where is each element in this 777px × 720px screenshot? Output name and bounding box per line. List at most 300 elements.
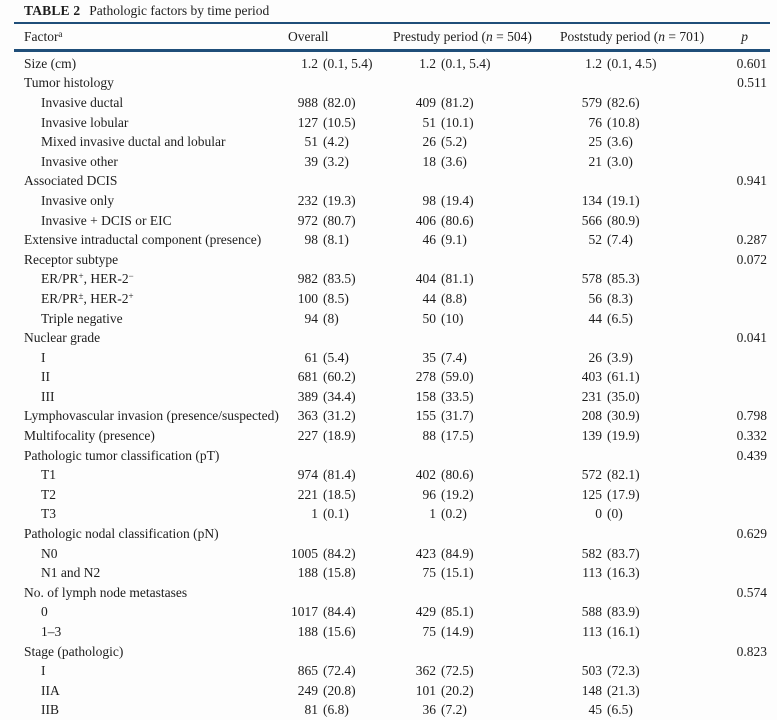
table-row	[0, 524, 777, 544]
poststudy-cell	[495, 389, 660, 405]
count-value: 76	[588, 114, 602, 130]
count-value: 232	[297, 192, 318, 208]
factor-cell: 1–3	[41, 624, 62, 640]
poststudy-cell	[495, 683, 660, 699]
count-value: 81	[304, 702, 318, 718]
table-row	[0, 230, 777, 250]
count-value: 100	[297, 290, 318, 306]
p-value-cell: 0.798	[736, 408, 767, 424]
percent-value: (84.2)	[323, 545, 356, 561]
count-value: 363	[297, 408, 318, 424]
factor-label: ER/PR	[41, 271, 79, 287]
column-header-poststudy: Poststudy period (n = 701)	[560, 29, 705, 44]
count-value: 227	[297, 428, 318, 444]
factor-superscript: +	[78, 271, 84, 282]
percent-value: (72.5)	[441, 663, 474, 679]
factor-superscript: +	[128, 290, 134, 301]
p-value-cell: 0.574	[736, 584, 767, 600]
poststudy-cell	[495, 350, 660, 366]
count-value: 1017	[291, 604, 318, 620]
factor-cell: Invasive other	[41, 153, 118, 169]
percent-value: (84.4)	[323, 604, 356, 620]
factor-cell: N0	[41, 545, 58, 561]
count-value: 51	[422, 114, 436, 130]
percent-value: (81.4)	[323, 467, 356, 483]
poststudy-cell	[495, 115, 660, 131]
table-row	[0, 152, 777, 172]
count-value: 988	[297, 94, 318, 110]
factor-superscript: ±	[78, 290, 84, 301]
count-value: 39	[304, 153, 318, 169]
overall-cell	[268, 389, 378, 405]
overall-cell	[268, 487, 378, 503]
prestudy-cell	[378, 134, 495, 150]
factor-cell: Size (cm)	[24, 55, 77, 71]
count-value: 25	[588, 134, 602, 150]
poststudy-cell	[495, 506, 660, 522]
count-value: 578	[581, 271, 602, 287]
percent-value: (6.8)	[323, 702, 349, 718]
percent-value: (80.9)	[607, 212, 640, 228]
factor-cell: N1 and N2	[41, 565, 101, 581]
factor-header-label: Factor	[24, 29, 59, 44]
poststudy-cell	[495, 134, 660, 150]
poststudy-cell	[495, 213, 660, 229]
count-value: 125	[581, 486, 602, 502]
factor-cell: Triple negative	[41, 310, 123, 326]
overall-cell	[268, 232, 378, 248]
table-row	[0, 622, 777, 642]
count-value: 1005	[291, 545, 318, 561]
factor-footnote-marker: a	[58, 29, 63, 39]
overall-cell	[268, 683, 378, 699]
count-value: 982	[297, 271, 318, 287]
poststudy-cell	[495, 95, 660, 111]
count-value: 61	[304, 349, 318, 365]
percent-value: (83.7)	[607, 545, 640, 561]
poststudy-cell	[495, 663, 660, 679]
factor-cell: III	[41, 388, 55, 404]
overall-cell	[268, 213, 378, 229]
table-caption	[0, 0, 777, 20]
poststudy-cell	[495, 487, 660, 503]
count-value: 389	[297, 388, 318, 404]
percent-value: (18.9)	[323, 428, 356, 444]
count-value: 148	[581, 682, 602, 698]
count-value: 113	[582, 565, 602, 581]
table-row	[0, 642, 777, 662]
table-row	[0, 93, 777, 113]
overall-cell	[268, 467, 378, 483]
poststudy-cell	[495, 311, 660, 327]
table-row	[0, 407, 777, 427]
percent-value: (19.2)	[441, 486, 474, 502]
prestudy-cell	[378, 604, 495, 620]
table-row	[0, 661, 777, 681]
table-row	[0, 132, 777, 152]
factor-cell: Invasive ductal	[41, 94, 124, 110]
count-value: 158	[415, 388, 436, 404]
p-value-cell: 0.287	[736, 232, 767, 248]
poststudy-cell	[495, 291, 660, 307]
prestudy-cell	[378, 663, 495, 679]
count-value: 423	[415, 545, 436, 561]
column-header-prestudy: Prestudy period (n = 504)	[393, 29, 532, 44]
count-value: 46	[422, 232, 436, 248]
percent-value: (6.5)	[607, 702, 633, 718]
percent-value: (15.1)	[441, 565, 474, 581]
count-value: 362	[415, 663, 436, 679]
factor-label: ER/PR	[41, 290, 79, 306]
overall-cell	[268, 624, 378, 640]
count-value: 249	[297, 682, 318, 698]
count-value: 50	[422, 310, 436, 326]
percent-value: (60.2)	[323, 369, 356, 385]
table-row	[0, 446, 777, 466]
percent-value: (35.0)	[607, 388, 640, 404]
overall-cell	[268, 56, 378, 72]
prestudy-cell	[378, 506, 495, 522]
factor-cell	[0, 291, 268, 307]
factor-cell: T3	[41, 506, 56, 522]
column-header-overall: Overall	[288, 29, 329, 44]
percent-value: (15.8)	[323, 565, 356, 581]
percent-value: (82.1)	[607, 467, 640, 483]
percent-value: (16.3)	[607, 565, 640, 581]
count-value: 98	[304, 232, 318, 248]
prestudy-cell	[378, 213, 495, 229]
percent-value: (10.8)	[607, 114, 640, 130]
percent-value: (83.5)	[323, 271, 356, 287]
p-value-cell: 0.823	[736, 643, 767, 659]
count-value: 188	[297, 624, 318, 640]
count-value: 139	[581, 428, 602, 444]
column-header-factor	[0, 24, 268, 49]
overall-cell	[268, 134, 378, 150]
prestudy-cell	[378, 291, 495, 307]
factor-cell: Mixed invasive ductal and lobular	[41, 134, 226, 150]
count-value: 127	[297, 114, 318, 130]
table-row	[0, 701, 777, 720]
count-value: 188	[297, 565, 318, 581]
count-value: 88	[422, 428, 436, 444]
count-value: 26	[422, 134, 436, 150]
table-row	[0, 211, 777, 231]
percent-value: (3.2)	[323, 153, 349, 169]
count-value: 221	[297, 486, 318, 502]
overall-cell	[268, 506, 378, 522]
prestudy-cell	[378, 702, 495, 718]
percent-value: (31.7)	[441, 408, 474, 424]
poststudy-cell	[495, 702, 660, 718]
count-value: 26	[588, 349, 602, 365]
factor-label: , HER-2	[83, 271, 129, 287]
poststudy-cell	[495, 467, 660, 483]
percent-value: (80.7)	[323, 212, 356, 228]
prestudy-cell	[378, 389, 495, 405]
table-row	[0, 426, 777, 446]
factor-cell: Receptor subtype	[24, 251, 119, 267]
overall-cell	[268, 428, 378, 444]
factor-cell: Extensive intraductal component (presence)	[24, 232, 262, 248]
prestudy-cell	[378, 428, 495, 444]
count-value: 278	[415, 369, 436, 385]
p-value-cell: 0.072	[736, 251, 767, 267]
table-row	[0, 465, 777, 485]
overall-cell	[268, 350, 378, 366]
percent-value: (8.5)	[323, 290, 349, 306]
prestudy-cell	[378, 408, 495, 424]
overall-cell	[268, 115, 378, 131]
percent-value: (82.6)	[607, 94, 640, 110]
poststudy-cell	[495, 624, 660, 640]
factor-cell: Pathologic tumor classification (pT)	[24, 447, 220, 463]
factor-cell: II	[41, 369, 50, 385]
p-value-cell: 0.629	[736, 526, 767, 542]
percent-value: (20.8)	[323, 682, 356, 698]
prestudy-cell	[378, 115, 495, 131]
percent-value: (0.1, 5.4)	[323, 55, 373, 71]
prestudy-cell	[378, 487, 495, 503]
count-value: 75	[422, 565, 436, 581]
prestudy-cell	[378, 350, 495, 366]
table-row	[0, 113, 777, 133]
percent-value: (19.4)	[441, 192, 474, 208]
prestudy-cell	[378, 467, 495, 483]
poststudy-cell	[495, 193, 660, 209]
prestudy-cell	[378, 95, 495, 111]
percent-value: (7.4)	[607, 232, 633, 248]
percent-value: (81.1)	[441, 271, 474, 287]
percent-value: (84.9)	[441, 545, 474, 561]
table-row	[0, 172, 777, 192]
column-header-p: p	[741, 29, 748, 44]
percent-value: (9.1)	[441, 232, 467, 248]
factor-label: , HER-2	[83, 290, 129, 306]
count-value: 974	[297, 467, 318, 483]
count-value: 503	[581, 663, 602, 679]
overall-cell	[268, 408, 378, 424]
count-value: 582	[581, 545, 602, 561]
count-value: 96	[422, 486, 436, 502]
percent-value: (81.2)	[441, 94, 474, 110]
overall-cell	[268, 702, 378, 718]
percent-value: (0.1)	[323, 506, 349, 522]
count-value: 403	[581, 369, 602, 385]
percent-value: (8.1)	[323, 232, 349, 248]
table-row	[0, 681, 777, 701]
percent-value: (3.0)	[607, 153, 633, 169]
count-value: 579	[581, 94, 602, 110]
p-value-cell: 0.041	[736, 330, 767, 346]
percent-value: (85.1)	[441, 604, 474, 620]
percent-value: (10.5)	[323, 114, 356, 130]
header-row	[0, 24, 777, 49]
count-value: 98	[422, 192, 436, 208]
poststudy-cell	[495, 565, 660, 581]
overall-cell	[268, 154, 378, 170]
count-value: 51	[304, 134, 318, 150]
count-value: 404	[415, 271, 436, 287]
table-row	[0, 54, 777, 74]
factor-cell: IIB	[41, 702, 59, 718]
p-value-cell: 0.511	[737, 75, 767, 91]
count-value: 402	[415, 467, 436, 483]
table-row	[0, 191, 777, 211]
percent-value: (72.4)	[323, 663, 356, 679]
percent-value: (10.1)	[441, 114, 474, 130]
count-value: 1.2	[419, 55, 436, 71]
poststudy-cell	[495, 428, 660, 444]
table-row	[0, 289, 777, 309]
factor-cell: Invasive only	[41, 192, 115, 208]
overall-cell	[268, 311, 378, 327]
percent-value: (0.2)	[441, 506, 467, 522]
factor-superscript: −	[128, 271, 134, 282]
count-value: 208	[581, 408, 602, 424]
table-row	[0, 544, 777, 564]
prestudy-cell	[378, 311, 495, 327]
percent-value: (14.9)	[441, 624, 474, 640]
percent-value: (18.5)	[323, 486, 356, 502]
table-body	[0, 52, 777, 720]
percent-value: (5.4)	[323, 349, 349, 365]
count-value: 45	[588, 702, 602, 718]
count-value: 681	[297, 369, 318, 385]
poststudy-cell	[495, 154, 660, 170]
count-value: 1	[429, 506, 436, 522]
percent-value: (8)	[323, 310, 339, 326]
poststudy-cell	[495, 232, 660, 248]
p-value-cell: 0.601	[736, 55, 767, 71]
percent-value: (34.4)	[323, 388, 356, 404]
table-row	[0, 505, 777, 525]
table-row	[0, 583, 777, 603]
factor-cell: Multifocality (presence)	[24, 428, 155, 444]
table-number: TABLE 2	[24, 3, 81, 18]
factor-cell: Tumor histology	[24, 75, 114, 91]
percent-value: (19.3)	[323, 192, 356, 208]
percent-value: (10)	[441, 310, 464, 326]
overall-cell	[268, 546, 378, 562]
count-value: 36	[422, 702, 436, 718]
table-row	[0, 250, 777, 270]
percent-value: (6.5)	[607, 310, 633, 326]
overall-cell	[268, 604, 378, 620]
factor-cell: Nuclear grade	[24, 330, 101, 346]
overall-cell	[268, 95, 378, 111]
count-value: 101	[415, 682, 436, 698]
prestudy-cell	[378, 624, 495, 640]
prestudy-cell	[378, 369, 495, 385]
poststudy-cell	[495, 271, 660, 287]
count-value: 35	[422, 349, 436, 365]
count-value: 155	[415, 408, 436, 424]
count-value: 44	[422, 290, 436, 306]
count-value: 429	[415, 604, 436, 620]
count-value: 18	[422, 153, 436, 169]
factor-cell: T2	[41, 486, 56, 502]
prestudy-cell	[378, 56, 495, 72]
count-value: 231	[581, 388, 602, 404]
prestudy-cell	[378, 154, 495, 170]
count-value: 44	[588, 310, 602, 326]
percent-value: (0.1, 5.4)	[441, 55, 491, 71]
table-row	[0, 368, 777, 388]
factor-cell: Lymphovascular invasion (presence/suspected)	[24, 408, 279, 424]
prestudy-cell	[378, 232, 495, 248]
table-row	[0, 328, 777, 348]
percent-value: (4.2)	[323, 134, 349, 150]
percent-value: (3.6)	[441, 153, 467, 169]
percent-value: (31.2)	[323, 408, 356, 424]
count-value: 75	[422, 624, 436, 640]
percent-value: (17.9)	[607, 486, 640, 502]
percent-value: (33.5)	[441, 388, 474, 404]
table-row	[0, 309, 777, 329]
p-value-cell: 0.439	[736, 447, 767, 463]
percent-value: (21.3)	[607, 682, 640, 698]
table-row	[0, 387, 777, 407]
percent-value: (7.2)	[441, 702, 467, 718]
table-row	[0, 348, 777, 368]
prestudy-cell	[378, 546, 495, 562]
count-value: 134	[581, 192, 602, 208]
factor-cell: Invasive lobular	[41, 114, 129, 130]
factor-cell: I	[41, 349, 46, 365]
poststudy-cell	[495, 56, 660, 72]
count-value: 972	[297, 212, 318, 228]
count-value: 406	[415, 212, 436, 228]
count-value: 1.2	[585, 55, 602, 71]
percent-value: (19.1)	[607, 192, 640, 208]
percent-value: (72.3)	[607, 663, 640, 679]
factor-cell	[0, 271, 268, 287]
percent-value: (20.2)	[441, 682, 474, 698]
count-value: 1	[311, 506, 318, 522]
factor-cell: Invasive + DCIS or EIC	[41, 212, 172, 228]
prestudy-cell	[378, 193, 495, 209]
percent-value: (16.1)	[607, 624, 640, 640]
percent-value: (59.0)	[441, 369, 474, 385]
count-value: 56	[588, 290, 602, 306]
prestudy-cell	[378, 683, 495, 699]
table-row	[0, 74, 777, 94]
count-value: 1.2	[301, 55, 318, 71]
percent-value: (80.6)	[441, 212, 474, 228]
factor-cell: Stage (pathologic)	[24, 643, 124, 659]
percent-value: (17.5)	[441, 428, 474, 444]
count-value: 572	[581, 467, 602, 483]
percent-value: (3.9)	[607, 349, 633, 365]
percent-value: (19.9)	[607, 428, 640, 444]
overall-cell	[268, 271, 378, 287]
count-value: 865	[297, 663, 318, 679]
count-value: 409	[415, 94, 436, 110]
prestudy-cell	[378, 271, 495, 287]
percent-value: (30.9)	[607, 408, 640, 424]
overall-cell	[268, 565, 378, 581]
percent-value: (5.2)	[441, 134, 467, 150]
factor-cell: I	[41, 663, 46, 679]
percent-value: (3.6)	[607, 134, 633, 150]
count-value: 113	[582, 624, 602, 640]
percent-value: (0.1, 4.5)	[607, 55, 657, 71]
poststudy-cell	[495, 369, 660, 385]
percent-value: (83.9)	[607, 604, 640, 620]
p-value-cell: 0.332	[736, 428, 767, 444]
percent-value: (0)	[607, 506, 623, 522]
